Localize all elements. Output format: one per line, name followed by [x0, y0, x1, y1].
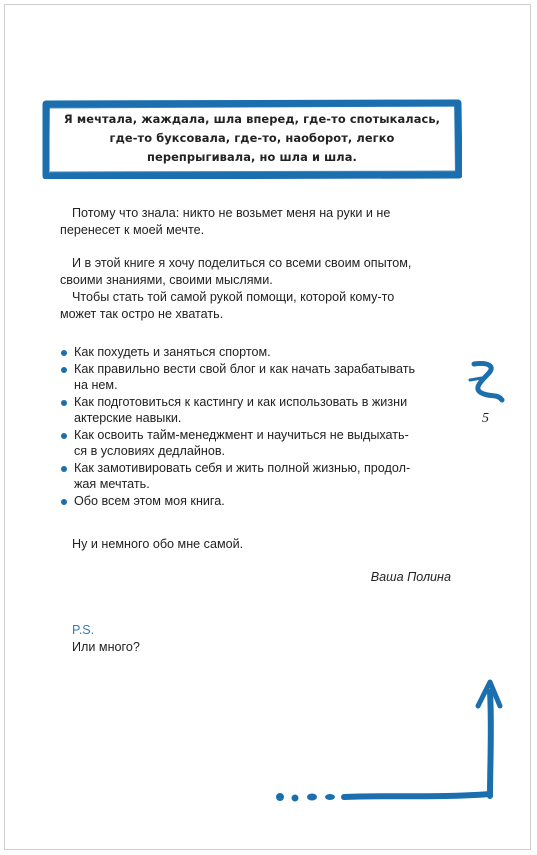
bullet-dot-icon: [61, 499, 67, 505]
list-item: [60, 344, 460, 361]
list-item-text: Как правильно вести свой блог и как начать зарабатывать: [74, 361, 416, 376]
paragraph-line: Чтобы стать той самой рукой помощи, которой кому-то: [72, 290, 395, 304]
list-item-text: Как подготовиться к кастингу и как использовать в жизни: [74, 394, 408, 409]
list-item: [60, 394, 460, 427]
paragraph-line: И в этой книге я хочу поделиться со всеми своим опытом,: [72, 256, 412, 270]
dotted-arrow-icon: [268, 676, 504, 806]
paragraph-line: Потому что знала: никто не возьмет меня на руки и не: [72, 206, 391, 220]
list-item-text: Как похудеть и заняться спортом.: [74, 345, 271, 359]
paragraph-2: [60, 255, 460, 288]
list-item-text: Как освоить тайм-менеджмент и научиться не выдыхать-: [74, 427, 409, 442]
list-item-text: актерские навыки.: [74, 411, 182, 425]
list-item-text: Как замотивировать себя и жить полной жизнью, продол-: [74, 460, 411, 475]
list-item: [60, 493, 460, 510]
page-number: 5: [482, 411, 489, 426]
bullet-dot-icon: [61, 433, 67, 439]
list-item-text: ся в условиях дедлайнов.: [74, 444, 226, 458]
quote-line: перепрыгивала, но шла и шла.: [147, 150, 357, 164]
list-item: [60, 460, 460, 493]
paragraph-1: [60, 205, 460, 238]
bullet-list: [60, 344, 460, 509]
bullet-dot-icon: [61, 367, 67, 373]
signature: Ваша Полина: [370, 570, 451, 584]
paragraph-4: [60, 536, 460, 553]
list-item-text: жая мечтать.: [74, 477, 150, 491]
ps-label: P.S.: [72, 623, 95, 637]
paragraph-line: перенесет к моей мечте.: [60, 222, 205, 237]
bullet-dot-icon: [61, 466, 67, 472]
brush-squiggle-icon: [466, 360, 506, 404]
list-item-text: на нем.: [74, 378, 118, 392]
quote-line: Я мечтала, жаждала, шла вперед, где-то спотыкалась,: [63, 112, 441, 126]
quote-box: [42, 99, 462, 179]
paragraph-3: [60, 289, 460, 322]
bullet-dot-icon: [61, 350, 67, 356]
list-item-text: Обо всем этом моя книга.: [74, 493, 225, 508]
paragraph-line: Ну и немного обо мне самой.: [72, 537, 244, 551]
list-item: [60, 427, 460, 460]
list-item: [60, 361, 460, 394]
bullet-dot-icon: [61, 400, 67, 406]
paragraph-line: своими знаниями, своими мыслями.: [60, 272, 273, 287]
ps-text: Или много?: [72, 640, 140, 654]
quote-line: где-то буксовала, где-то, наоборот, легко: [109, 131, 395, 145]
quote-text: [56, 110, 448, 167]
paragraph-line: может так остро не хватать.: [60, 306, 224, 321]
